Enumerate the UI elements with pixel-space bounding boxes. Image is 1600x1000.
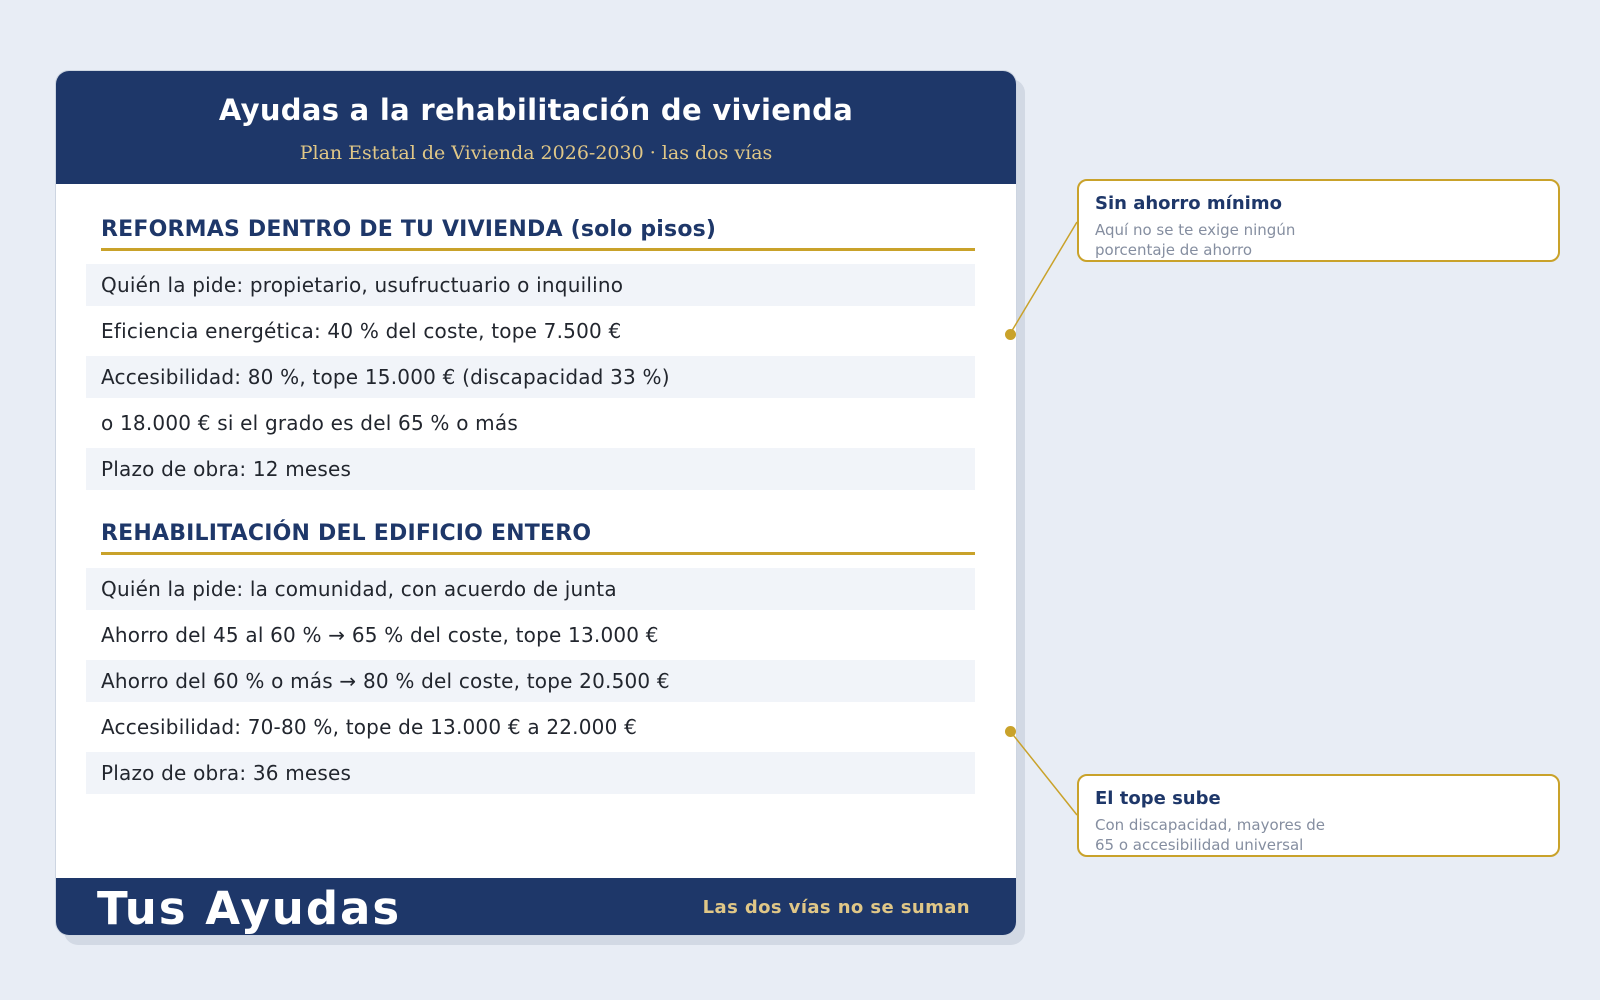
callout-title: El tope sube: [1095, 788, 1221, 809]
callout-anchor-dot: [1005, 726, 1016, 737]
list-item: o 18.000 € si el grado es del 65 % o más: [86, 402, 975, 444]
list-item: Quién la pide: propietario, usufructuario o inquilino: [86, 264, 975, 306]
list-item: Eficiencia energética: 40 % del coste, tope 7.500 €: [86, 310, 975, 352]
list-item: Plazo de obra: 36 meses: [86, 752, 975, 794]
callout-anchor-dot: [1005, 329, 1016, 340]
footer-tagline: Las dos vías no se suman: [702, 897, 970, 918]
callout-title: Sin ahorro mínimo: [1095, 193, 1282, 214]
section-rows-edificio: [86, 568, 975, 798]
info-card: [55, 70, 1017, 936]
callout-text: Con discapacidad, mayores de 65 o accesibilidad universal: [1095, 816, 1326, 854]
list-item: Plazo de obra: 12 meses: [86, 448, 975, 490]
section-title-edificio: REHABILITACIÓN DEL EDIFICIO ENTERO: [101, 521, 975, 555]
list-item: Accesibilidad: 80 %, tope 15.000 € (discapacidad 33 %): [86, 356, 975, 398]
callout-tope-sube: [1077, 774, 1560, 857]
page-subtitle: Plan Estatal de Vivienda 2026-2030 · las dos vías: [299, 142, 773, 164]
card-header: [56, 71, 1016, 184]
list-item: Accesibilidad: 70-80 %, tope de 13.000 € a 22.000 €: [86, 706, 975, 748]
list-item: Ahorro del 60 % o más → 80 % del coste, tope 20.500 €: [86, 660, 975, 702]
page-title: Ayudas a la rehabilitación de vivienda: [218, 93, 854, 127]
list-item: Quién la pide: la comunidad, con acuerdo de junta: [86, 568, 975, 610]
section-rows-vivienda: [86, 264, 975, 494]
callout-text: Aquí no se te exige ningún porcentaje de ahorro: [1095, 221, 1296, 259]
card-footer: [56, 878, 1016, 935]
callout-sin-ahorro: [1077, 179, 1560, 262]
brand-logo: Tus Ayudas: [97, 882, 402, 935]
section-title-vivienda: REFORMAS DENTRO DE TU VIVIENDA (solo pisos): [101, 217, 975, 251]
list-item: Ahorro del 45 al 60 % → 65 % del coste, tope 13.000 €: [86, 614, 975, 656]
